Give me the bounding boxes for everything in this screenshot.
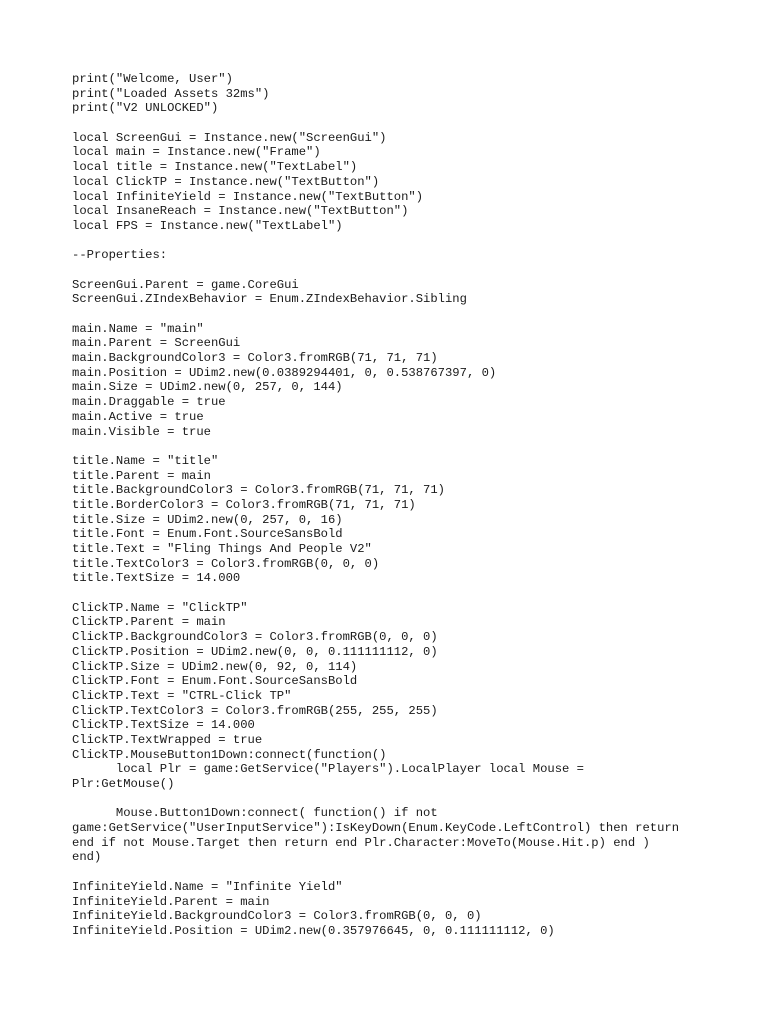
code-line: InfiniteYield.Name = "Infinite Yield" <box>72 879 343 894</box>
code-line: ClickTP.BackgroundColor3 = Color3.fromRGB(0, 0, 0) <box>72 630 438 645</box>
code-line: ClickTP.Size = UDim2.new(0, 92, 0, 114) <box>72 659 358 674</box>
code-line: InfiniteYield.BackgroundColor3 = Color3.fromRGB(0, 0, 0) <box>72 909 482 924</box>
code-line: title.BorderColor3 = Color3.fromRGB(71, 71, 71) <box>72 497 416 512</box>
code-line: ClickTP.Name = "ClickTP" <box>72 600 248 615</box>
code-line: end) <box>72 850 102 865</box>
code-line: title.BackgroundColor3 = Color3.fromRGB(71, 71, 71) <box>72 483 445 498</box>
code-line: ClickTP.Font = Enum.Font.SourceSansBold <box>72 674 358 689</box>
code-line: title.Font = Enum.Font.SourceSansBold <box>72 527 343 542</box>
code-line: Mouse.Button1Down:connect( function() if not <box>72 806 438 821</box>
code-line: local ClickTP = Instance.new("TextButton") <box>72 174 380 189</box>
code-line: main.Active = true <box>72 409 204 424</box>
code-line: main.Draggable = true <box>72 395 226 410</box>
code-line: ClickTP.Parent = main <box>72 615 226 630</box>
code-line: print("V2 UNLOCKED") <box>72 101 219 116</box>
code-line: ClickTP.Text = "CTRL-Click TP" <box>72 688 292 703</box>
code-line: main.Size = UDim2.new(0, 257, 0, 144) <box>72 380 343 395</box>
code-line: InfiniteYield.Parent = main <box>72 894 270 909</box>
code-line: title.Parent = main <box>72 468 211 483</box>
code-line: local InsaneReach = Instance.new("TextButton") <box>72 204 409 219</box>
code-line: main.Visible = true <box>72 424 211 439</box>
code-line: title.TextSize = 14.000 <box>72 571 241 586</box>
code-line: local main = Instance.new("Frame") <box>72 145 321 160</box>
blank-line <box>72 865 752 880</box>
code-line: end if not Mouse.Target then return end Plr.Character:MoveTo(Mouse.Hit.p) end ) <box>72 835 650 850</box>
code-line: main.Position = UDim2.new(0.0389294401, 0, 0.538767397, 0) <box>72 365 497 380</box>
code-line: ClickTP.TextSize = 14.000 <box>72 718 255 733</box>
code-line: print("Welcome, User") <box>72 72 233 86</box>
code-line: InfiniteYield.Position = UDim2.new(0.357976645, 0, 0.111111112, 0) <box>72 923 555 938</box>
code-line: print("Loaded Assets 32ms") <box>72 86 270 101</box>
code-line: --Properties: <box>72 248 168 263</box>
code-line: local Plr = game:GetService("Players").LocalPlayer local Mouse = <box>72 762 584 777</box>
blank-line <box>72 263 752 278</box>
blank-line <box>72 116 752 131</box>
code-line: ClickTP.TextWrapped = true <box>72 732 263 747</box>
code-line: main.Name = "main" <box>72 321 204 336</box>
code-line: main.Parent = ScreenGui <box>72 336 241 351</box>
code-line: local ScreenGui = Instance.new("ScreenGui") <box>72 130 387 145</box>
code-line: title.Text = "Fling Things And People V2" <box>72 542 372 556</box>
code-line: local title = Instance.new("TextLabel") <box>72 160 358 175</box>
code-line: title.TextColor3 = Color3.fromRGB(0, 0, 0) <box>72 556 380 571</box>
code-line: title.Name = "title" <box>72 453 219 468</box>
blank-line <box>72 307 752 322</box>
code-line: local InfiniteYield = Instance.new("TextButton") <box>72 189 424 204</box>
code-block <box>72 72 752 939</box>
blank-line <box>72 792 752 807</box>
code-line: title.Size = UDim2.new(0, 257, 0, 16) <box>72 512 343 527</box>
code-line: ClickTP.Position = UDim2.new(0, 0, 0.111111112, 0) <box>72 644 438 659</box>
code-line: ClickTP.TextColor3 = Color3.fromRGB(255, 255, 255) <box>72 703 438 718</box>
code-line: local FPS = Instance.new("TextLabel") <box>72 218 343 233</box>
code-line: Plr:GetMouse() <box>72 777 175 791</box>
code-line: game:GetService("UserInputService"):IsKeyDown(Enum.KeyCode.LeftControl) then return <box>72 821 680 836</box>
code-line: ScreenGui.Parent = game.CoreGui <box>72 277 299 292</box>
code-line: ScreenGui.ZIndexBehavior = Enum.ZIndexBehavior.Sibling <box>72 292 467 307</box>
blank-line <box>72 234 752 249</box>
code-line: ClickTP.MouseButton1Down:connect(function() <box>72 747 387 762</box>
code-line: main.BackgroundColor3 = Color3.fromRGB(71, 71, 71) <box>72 351 438 366</box>
blank-line <box>72 586 752 601</box>
blank-line <box>72 439 752 454</box>
